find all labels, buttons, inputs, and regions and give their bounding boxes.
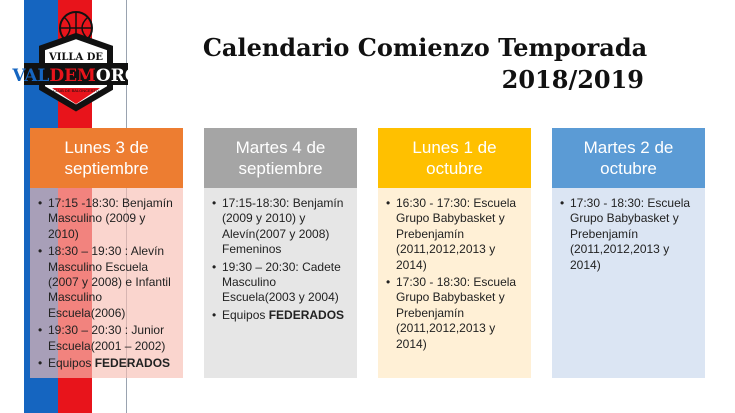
schedule-column (552, 128, 705, 378)
schedule-column (378, 128, 531, 378)
schedule-item (212, 308, 351, 323)
title-line-1: Calendario Comienzo Temporada (202, 33, 648, 62)
item-text: 16:30 - 17:30: Escuela Grupo Babybasket y Prebenjamín (2011,2012,2013 y 2014) (396, 196, 517, 272)
item-text: 18:30 – 19:30 : Alevín Masculino Escuela (2007 y 2008) e Infantil Masculino Escuela(2006) (48, 244, 171, 320)
schedule-item (38, 356, 177, 371)
schedule-item (38, 244, 177, 321)
schedule-item (212, 196, 351, 258)
page-title (190, 32, 660, 96)
club-logo (12, 8, 140, 116)
svg-text:CLUB DE BALONCESTO: CLUB DE BALONCESTO (53, 88, 99, 93)
item-text: 17:15 -18:30: Benjamín Masculino (2009 y 2010) (48, 196, 173, 241)
item-text: Equipos (222, 307, 269, 322)
column-header: Lunes 3 de septiembre (30, 128, 183, 188)
schedule-item (386, 196, 525, 273)
item-text: Equipos (48, 356, 95, 371)
svg-text:VILLA DE: VILLA DE (48, 52, 104, 63)
schedule-item (212, 260, 351, 306)
column-body (204, 188, 357, 378)
item-text: 17:15-18:30: Benjamín (2009 y 2010) y Alevín(2007 y 2008) Femeninos (222, 196, 344, 257)
schedule-column (204, 128, 357, 378)
schedule-column (30, 128, 183, 378)
column-body (30, 188, 183, 378)
svg-text:VALDEMORO: VALDEMORO (12, 66, 140, 86)
schedule-item (38, 323, 177, 354)
schedule-item (560, 196, 699, 273)
item-bold-text: FEDERADOS (268, 307, 345, 322)
column-body (378, 188, 531, 378)
column-header: Martes 4 de septiembre (204, 128, 357, 188)
item-text: 17:30 - 18:30: Escuela Grupo Babybasket y Prebenjamín (2011,2012,2013 y 2014) (570, 196, 691, 272)
item-text: 17:30 - 18:30: Escuela Grupo Babybasket y Prebenjamín (2011,2012,2013 y 2014) (396, 275, 517, 351)
column-header: Lunes 1 de octubre (378, 128, 531, 188)
column-body (552, 188, 705, 378)
schedule-item (38, 196, 177, 242)
column-header: Martes 2 de octubre (552, 128, 705, 188)
schedule-item (386, 275, 525, 352)
item-text: 19:30 – 20:30: Cadete Masculino Escuela(2003 y 2004) (222, 259, 341, 305)
title-line-2: 2018/2019 (501, 65, 644, 94)
item-bold-text: FEDERADOS (94, 356, 171, 371)
item-text: 19:30 – 20:30 : Junior Escuela(2001 – 2002) (48, 323, 166, 353)
